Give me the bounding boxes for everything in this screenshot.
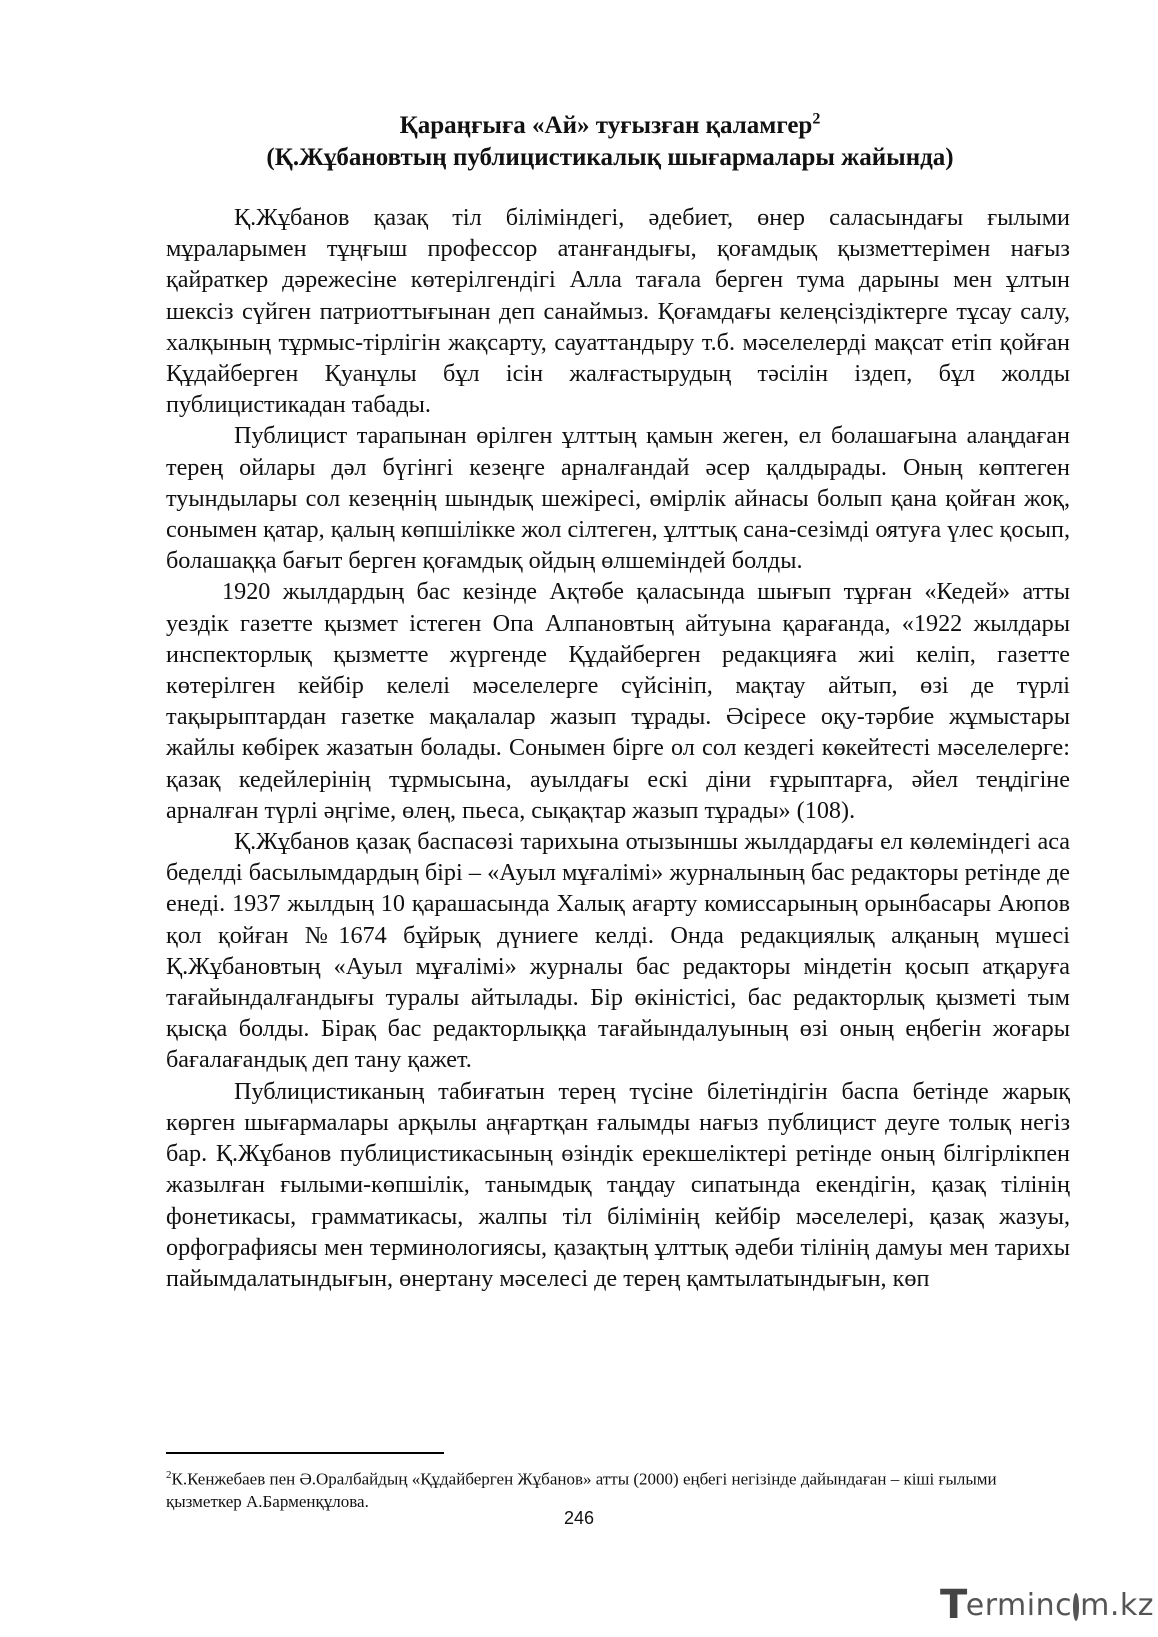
logo-text-part2: m.kz: [1080, 1587, 1155, 1623]
title-footnote-mark: 2: [812, 110, 821, 128]
footnote-mark: 2: [166, 1469, 172, 1481]
logo-letter-t: T: [940, 1582, 968, 1628]
footnote-divider: [166, 1452, 444, 1454]
page-number: 246: [563, 1508, 595, 1528]
title-main-text: Қараңғыға «Ай» туғызған қаламгер: [399, 112, 813, 139]
title-line-2: (Қ.Жұбановтың публицистикалық шығармалары жайында): [266, 144, 954, 171]
footnote: [166, 1464, 1066, 1513]
title-line-1: [160, 110, 1060, 142]
termincom-logo-watermark: [940, 1582, 1155, 1628]
paragraph-1: Қ.Жұбанов қазақ тіл біліміндегі, әдебиет, өнер саласындағы ғылыми мұраларымен тұңғыш профессор атанғандығы, қоғамдық қызметтерімен нағыз қайраткер дәрежесіне көтерілгендігі Алла тағала берген тума дарыны мен ұлтын шексіз сүйген патриоттығынан деп санаймыз. Қоғамдағы келеңсіздіктерге тұсау салу, халқының тұрмыс-тірлігін жақсарту, сауаттандыру т.б. мәселелерді мақсат етіп қойған Құдайберген Қуанұлы бұл ісін жалғастырудың тәсілін іздеп, бұл жолды публицистикадан табады.: [166, 204, 1070, 419]
paragraph-5: Публицистиканың табиғатын терең түсіне білетіндігін баспа бетінде жарық көрген шығармалары арқылы аңғартқан ғалымды нағыз публицист деуге толық негіз бар. Қ.Жұбанов публицистикасының өзіндік ерекшеліктері ретінде оның білгірлікпен жазылған ғылыми-көпшілік, танымдық таңдау сипатында екендігін, қазақ тілінің фонетикасы, грамматикасы, жалпы тіл білімінің кейбір мәселелері, қазақ жазуы, орфографиясы мен терминологиясы, қазақтың ұлттық әдеби тілінің дамуы мен тарихы пайымдалатындығын, өнертану мәселесі де терең қамтылатындығын, көп: [166, 1077, 1070, 1292]
article-body: [166, 202, 1070, 1294]
article-title: [160, 110, 1060, 174]
paragraph-2: Публицист тарапынан өрілген ұлттың қамын жеген, ел болашағына алаңдаған терең ойлары дәл бүгінгі кезеңге арналғандай әсер қалдырады. Оның көптеген туындылары сол кезеңнің шындық шежіресі, өмірлік айнасы болып қана қойған жоқ, сонымен қатар, қалың көпшілікке жол сілтеген, ұлттық сана-сезімді оятуға үлес қосып, болашаққа бағыт берген қоғамдық ойдың өлшеміндей болды.: [166, 422, 1070, 575]
paragraph-4: Қ.Жұбанов қазақ баспасөзі тарихына отызыншы жылдардағы ел көлеміндегі аса беделді басылымдардың бірі – «Ауыл мұғалімі» журналының бас редакторы ретінде де енеді. 1937 жылдың 10 қарашасында Халық ағарту комиссарының орынбасары Аюпов қол қойған №1674 бұйрық дүниеге келді. Онда редакциялық алқаның мүшесі Қ.Жұбановтың «Ауыл мұғалімі» журналы бас редакторы міндетін қосып атқаруға тағайындалғандығы туралы айтылады. Бір өкіністісі, бас редакторлық қызметі тым қысқа болды. Бірақ бас редакторлыққа тағайындалуының өзі оның еңбегін жоғары бағалағандық деп тану қажет.: [166, 828, 1070, 1074]
footnote-text: К.Кенжебаев пен Ә.Оралбайдың «Құдайберген Жұбанов» атты (2000) еңбегі негізінде дайындаған – кіші ғылыми қызметкер А.Барменқұлова.: [166, 1469, 997, 1511]
logo-text-part1: erminc: [965, 1587, 1073, 1623]
paragraph-3: 1920 жылдардың бас кезінде Ақтөбе қаласында шығып тұрған «Кедей» атты уездік газетте қызмет істеген Опа Алпановтың айтуына қарағанда, «1922 жылдары инспекторлық қызметте жүргенде Құдайберген редакцияға жиі келіп, газетте көтерілген кейбір келелі мәселелерге сүйсініп, мақтау айтып, өзі де түрлі тақырыптардан газетке мақалалар жазып тұрады. Әсіресе оқу-тәрбие жұмыстары жайлы көбірек жазатын болады. Сонымен бірге ол сол кездегі көкейтесті мәселелерге: қазақ кедейлерінің тұрмысына, ауылдағы ескі діни ғұрыптарға, әйел теңдігіне арналған түрлі әңгіме, өлең, пьеса, сықақтар жазып тұрады» (108).: [166, 578, 1070, 824]
logo-o-circle-icon: [1073, 1593, 1079, 1621]
